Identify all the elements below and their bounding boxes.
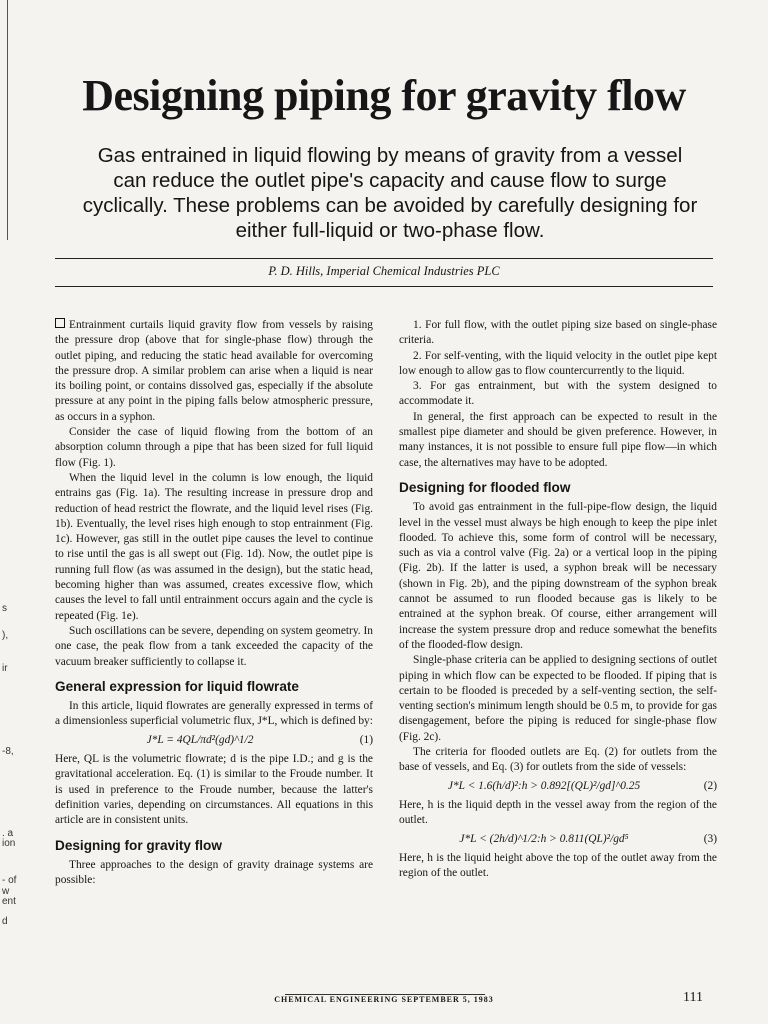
byline-rule-bottom [55, 286, 713, 287]
journal-footer: CHEMICAL ENGINEERING SEPTEMBER 5, 1983 [274, 995, 494, 1004]
article-byline: P. D. Hills, Imperial Chemical Industries PLC [268, 264, 500, 278]
equation-2 [399, 779, 717, 794]
margin-mark: w [2, 886, 10, 897]
list-item: 1. For full flow, with the outlet piping size based on single-phase criteria. [399, 319, 717, 347]
paragraph: Three approaches to the design of gravity drainage systems are possible: [55, 858, 373, 887]
equation-formula: J*L < 1.6(h/d)²:h > 0.892[(QL)²/gd]^0.25 [447, 779, 641, 792]
margin-mark: d [2, 916, 8, 927]
article-standfirst: Gas entrained in liquid flowing by means of gravity from a vessel can reduce the outlet pipe's capacity and cause flow to surge cyclically. These problems can be avoided by carefully designing for either full-liquid or two-phase flow. [82, 144, 698, 242]
byline-rule-top [55, 258, 713, 259]
equation-formula: J*L < (2h/d)^1/2:h > 0.811(QL)²/gd⁵ [459, 832, 629, 845]
section-heading: General expression for liquid flowrate [55, 678, 299, 694]
equation-formula: J*L = 4QL/πd²(gd)^1/2 [146, 733, 254, 746]
left-column [55, 318, 373, 888]
margin-mark: s [2, 603, 7, 614]
section-start-box-icon [55, 318, 65, 328]
paragraph: In this article, liquid flowrates are generally expressed in terms of a dimensionless superficial volumetric flux, J*L, which is defined by: [55, 700, 373, 728]
paragraph: Here, h is the liquid depth in the vessel away from the region of the outlet. [399, 798, 717, 827]
paragraph: To avoid gas entrainment in the full-pipe-flow design, the liquid level in the vessel must always be high enough to keep the pipe inlet flooded. To achieve this, some form of control will be necessary, such as via a control valve (Fig. 2a) or a vertical loop in the piping (Fig. 2b). If the latter is used, a syphon break will be necessary (shown in Fig. 2b), and the piping downstream of the syphon break cannot be assumed to run flooded because gas is likely to be entrained at the syphon break. Of course, either arrangement will increase the system pressure drop and reduce somewhat the benefits of the flooded-flow design. [399, 501, 717, 651]
equation-number: (2) [703, 779, 717, 792]
paragraph: The criteria for flooded outlets are Eq. (2) for outlets from the base of vessels, and Eq. (3) for outlets from the side of vessels: [399, 746, 717, 774]
margin-mark: ), [2, 630, 9, 641]
equation-1 [55, 733, 373, 748]
paragraph-text: Entrainment curtails liquid gravity flow from vessels by raising the pressure drop (above that for single-phase flow) through the outlet piping, and reducing the static head available for overcoming the pressure drop. A similar problem can arise when a liquid is near its boiling point, or contains dissolved gas, especially if the absolute pressure at any point in the piping falls below atmospheric pressure, as occurs in a syphon. [55, 319, 373, 423]
paragraph: In general, the first approach can be expected to result in the smallest pipe diameter and should be given preference. However, in many instances, it is not possible to ensure full pipe flow—in which case, the alternatives may have to be adopted. [399, 410, 717, 469]
paragraph: Here, QL is the volumetric flowrate; d is the pipe I.D.; and g is the gravitational acceleration. Eq. (1) is similar to the Froude number. It is used in preference to the Froude number, because the latter's definition varies, depending on circumstances. All equations in this article are in consistent units. [55, 753, 373, 827]
margin-mark: ion [2, 838, 16, 849]
margin-mark: - of [2, 875, 17, 886]
equation-3 [399, 832, 717, 847]
paragraph [55, 318, 373, 425]
paragraph: Here, h is the liquid height above the top of the outlet away from the region of the outlet. [399, 851, 717, 880]
section-heading: Designing for gravity flow [55, 837, 222, 853]
margin-mark: -8, [2, 746, 14, 757]
article-title: Designing piping for gravity flow [82, 71, 686, 120]
paragraph: Such oscillations can be severe, depending on system geometry. In one case, the peak flow from a tank exceeded the capacity of the vacuum breaker sufficiently to collapse it. [55, 624, 373, 668]
margin-mark: ir [2, 663, 8, 674]
paragraph: Single-phase criteria can be applied to designing sections of outlet piping in which flow can be expected to be flooded. If piping that is certain to be flooded is preceded by a self-venting section, the self-venting section's minimum length should be 0.5 m, to provide for gas disengagement, before the piping is reduced for single-phase flow (Fig. 2c). [399, 654, 717, 743]
list-item: 2. For self-venting, with the liquid velocity in the outlet pipe kept low enough to allow gas to flow countercurrently to the liquid. [399, 349, 717, 377]
margin-mark: . a [2, 828, 14, 839]
page-number: 111 [683, 990, 703, 1005]
equation-number: (1) [359, 733, 373, 746]
right-column [399, 318, 717, 881]
paragraph: When the liquid level in the column is low enough, the liquid entrains gas (Fig. 1a). The resulting increase in pressure drop and reduction of head restrict the flowrate, and the liquid level rises (Fig. 1b). Eventually, the level rises high enough to stop entrainment (Fig. 1c). However, gas still in the outlet pipe causes the level to continue to rise until the gas is all swept out (Fig. 1d). Now, the outlet pipe is running full flow (as was assumed in the design), but the static head, becoming higher than was assumed, creates excessive flow, which causes the level to fall until entrainment occurs again and the cycle is repeated (Fig. 1e). [55, 471, 373, 622]
paragraph: Consider the case of liquid flowing from the bottom of an absorption column through a pipe that has been sized for full liquid flow (Fig. 1). [55, 426, 373, 469]
margin-mark: ent [2, 896, 16, 907]
equation-number: (3) [703, 832, 717, 845]
section-heading: Designing for flooded flow [399, 479, 571, 495]
list-item: 3. For gas entrainment, but with the system designed to accommodate it. [399, 380, 717, 408]
